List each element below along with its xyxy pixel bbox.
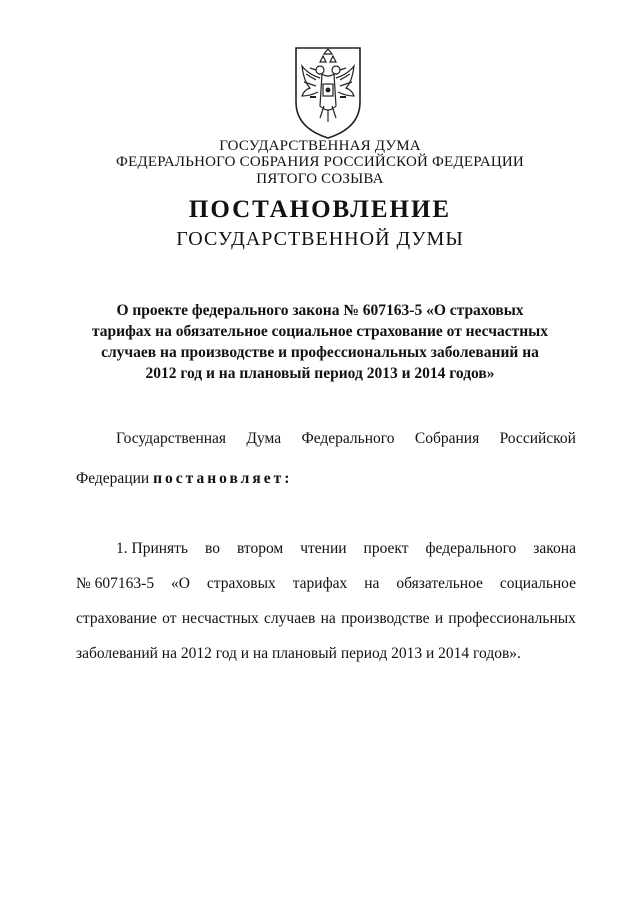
parliament-assembly: ФЕДЕРАЛЬНОГО СОБРАНИЯ РОССИЙСКОЙ ФЕДЕРАЦИИ <box>116 154 524 170</box>
word: закона <box>533 540 576 557</box>
word: несчастных <box>181 610 259 627</box>
document-type-title: ПОСТАНОВЛЕНИЕ <box>188 196 452 223</box>
word: от <box>162 610 177 627</box>
clause-1-paragraph <box>76 540 576 680</box>
word: Дума <box>246 430 282 447</box>
clause-line <box>76 610 576 645</box>
convocation: ПЯТОГО СОЗЫВА <box>256 171 384 187</box>
word: и <box>434 610 444 627</box>
word: страховых <box>206 575 276 592</box>
subject-line: случаев на производстве и профессиональных заболеваний на <box>101 344 539 361</box>
resolution-subject <box>80 300 560 384</box>
word: профессиональных <box>448 610 576 627</box>
word: во <box>205 540 220 557</box>
word: чтении <box>300 540 347 557</box>
word: проект <box>363 540 409 557</box>
word: социальное <box>499 575 576 592</box>
word: случаев <box>264 610 316 627</box>
word: № 607163-5 <box>76 575 155 592</box>
word: на <box>320 610 336 627</box>
word: федерального <box>425 540 517 557</box>
parliament-name: ГОСУДАРСТВЕННАЯ ДУМА <box>219 138 421 154</box>
clause-line <box>76 575 576 610</box>
preamble-paragraph <box>76 430 576 487</box>
word: втором <box>236 540 284 557</box>
word: обязательное <box>396 575 483 592</box>
subject-line: 2012 год и на плановый период 2013 и 2014 годов» <box>145 365 495 382</box>
clause-line <box>116 540 576 575</box>
word: Федерального <box>301 430 395 447</box>
word: 1. Принять <box>116 540 189 557</box>
coat-of-arms-emblem <box>290 44 366 140</box>
word: Российской <box>499 430 576 447</box>
subject-line: О проекте федерального закона № 607163-5 «О страховых <box>116 302 524 319</box>
preamble-line <box>76 470 292 488</box>
preamble-line <box>116 430 576 452</box>
clause-line: заболеваний на 2012 год и на плановый период 2013 и 2014 годов». <box>76 645 521 662</box>
subject-line: тарифах на обязательное социальное страхование от несчастных <box>91 323 549 340</box>
word: Федерации <box>76 470 150 487</box>
word: на <box>364 575 380 592</box>
document-issuer-subtitle: ГОСУДАРСТВЕННОЙ ДУМЫ <box>176 228 464 250</box>
word: производстве <box>341 610 430 627</box>
decree-word: постановляет: <box>153 470 293 487</box>
word: Государственная <box>116 430 227 447</box>
word: страхование <box>76 610 157 627</box>
word: тарифах <box>292 575 348 592</box>
word: «О <box>171 575 190 592</box>
word: Собрания <box>414 430 480 447</box>
